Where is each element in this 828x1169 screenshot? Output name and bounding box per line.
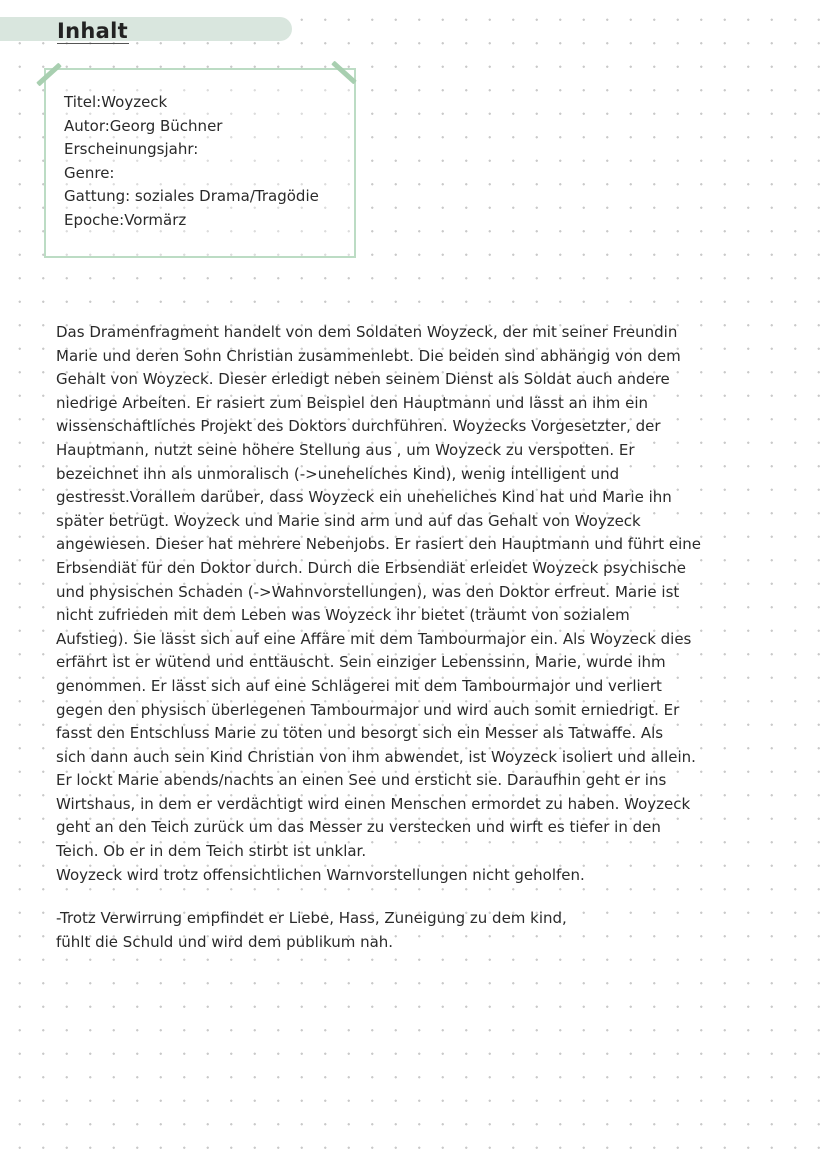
paragraph-line: Woyzeck wird trotz offensichtlichen Warnvorstellungen nicht geholfen.	[56, 865, 585, 884]
paragraph-line: Erbsendiät für den Doktor durch. Durch die Erbsendiät erleidet Woyzeck psychische	[56, 558, 687, 577]
info-author: Autor:Georg Büchner	[64, 116, 223, 135]
note-line: fühlt die Schuld und wird dem publikum nah.	[56, 932, 394, 951]
paragraph-line: erfährt ist er wütend und enttäuscht. Sein einziger Lebenssinn, Marie, wurde ihm	[56, 653, 666, 672]
paragraph-line: niedrige Arbeiten. Er rasiert zum Beispiel den Hauptmann und lässt an ihm ein	[56, 393, 649, 412]
info-year: Erscheinungsjahr:	[64, 140, 199, 158]
info-epoch: Epoche:Vormärz	[64, 210, 187, 229]
paragraph-line: Hauptmann, nutzt seine höhere Stellung aus , um Woyzeck zu verspotten. Er	[56, 440, 635, 459]
title-underline	[57, 43, 129, 44]
heading-highlight	[0, 17, 292, 41]
info-list	[64, 91, 319, 232]
note-paragraph	[56, 907, 756, 954]
paragraph-line: gestresst.Vorallem darüber, dass Woyzeck ein uneheliches Kind hat und Marie ihn	[56, 488, 672, 507]
summary-paragraph	[56, 321, 756, 887]
paragraph-line: sich dann auch sein Kind Christian von ihm abwendet, ist Woyzeck isoliert und allein.	[56, 747, 696, 766]
paragraph-line: Er lockt Marie abends/nachts an einen See und ersticht sie. Daraufhin geht er ins	[56, 771, 667, 790]
paragraph-line: fasst den Entschluss Marie zu töten und besorgt sich ein Messer als Tatwaffe. Als	[56, 724, 664, 743]
paragraph-line: genommen. Er lässt sich auf eine Schlägerei mit dem Tambourmajor und verliert	[56, 676, 662, 695]
info-title: Titel:Woyzeck	[64, 93, 168, 111]
paragraph-line: geht an den Teich zurück um das Messer zu verstecken und wirft es tiefer in den	[56, 818, 661, 837]
info-genre: Genre:	[64, 163, 115, 182]
page-title: Inhalt	[57, 19, 128, 43]
paragraph-line: Aufstieg). Sie lässt sich auf eine Affäre mit dem Tambourmajor ein. Als Woyzeck dies	[56, 629, 692, 648]
paragraph-line: später betrügt. Woyzeck und Marie sind arm und auf das Gehalt von Woyzeck	[56, 511, 641, 530]
paragraph-line: Das Dramenfragment handelt von dem Soldaten Woyzeck, der mit seiner Freundin	[56, 323, 678, 341]
paragraph-line: und physischen Schaden (->Wahnvorstellungen), was den Doktor erfreut. Marie ist	[56, 582, 680, 601]
paragraph-line: Wirtshaus, in dem er verdächtigt wird einen Menschen ermordet zu haben. Woyzeck	[56, 794, 691, 813]
paragraph-line: nicht zufrieden mit dem Leben was Woyzeck ihr bietet (träumt von sozialem	[56, 606, 630, 625]
info-type: Gattung: soziales Drama/Tragödie	[64, 187, 319, 205]
note-line: -Trotz Verwirrung empfindet er Liebe, Hass, Zuneigung zu dem kind,	[56, 909, 567, 927]
paragraph-line: gegen den physisch überlegenen Tambourmajor und wird auch somit erniedrigt. Er	[56, 700, 680, 719]
paragraph-line: wissenschaftliches Projekt des Doktors durchführen. Woyzecks Vorgesetzter, der	[56, 417, 661, 436]
paragraph-line: angewiesen. Dieser hat mehrere Nebenjobs. Er rasiert den Hauptmann und führt eine	[56, 535, 701, 554]
paragraph-line: Marie und deren Sohn Christian zusammenlebt. Die beiden sind abhängig von dem	[56, 346, 681, 365]
paragraph-line: bezeichnet ihn als unmoralisch (->uneheliches Kind), wenig intelligent und	[56, 464, 620, 483]
paragraph-line: Teich. Ob er in dem Teich stirbt ist unklar.	[56, 842, 367, 861]
paragraph-line: Gehalt von Woyzeck. Dieser erledigt neben seinem Dienst als Soldat auch andere	[56, 370, 670, 389]
